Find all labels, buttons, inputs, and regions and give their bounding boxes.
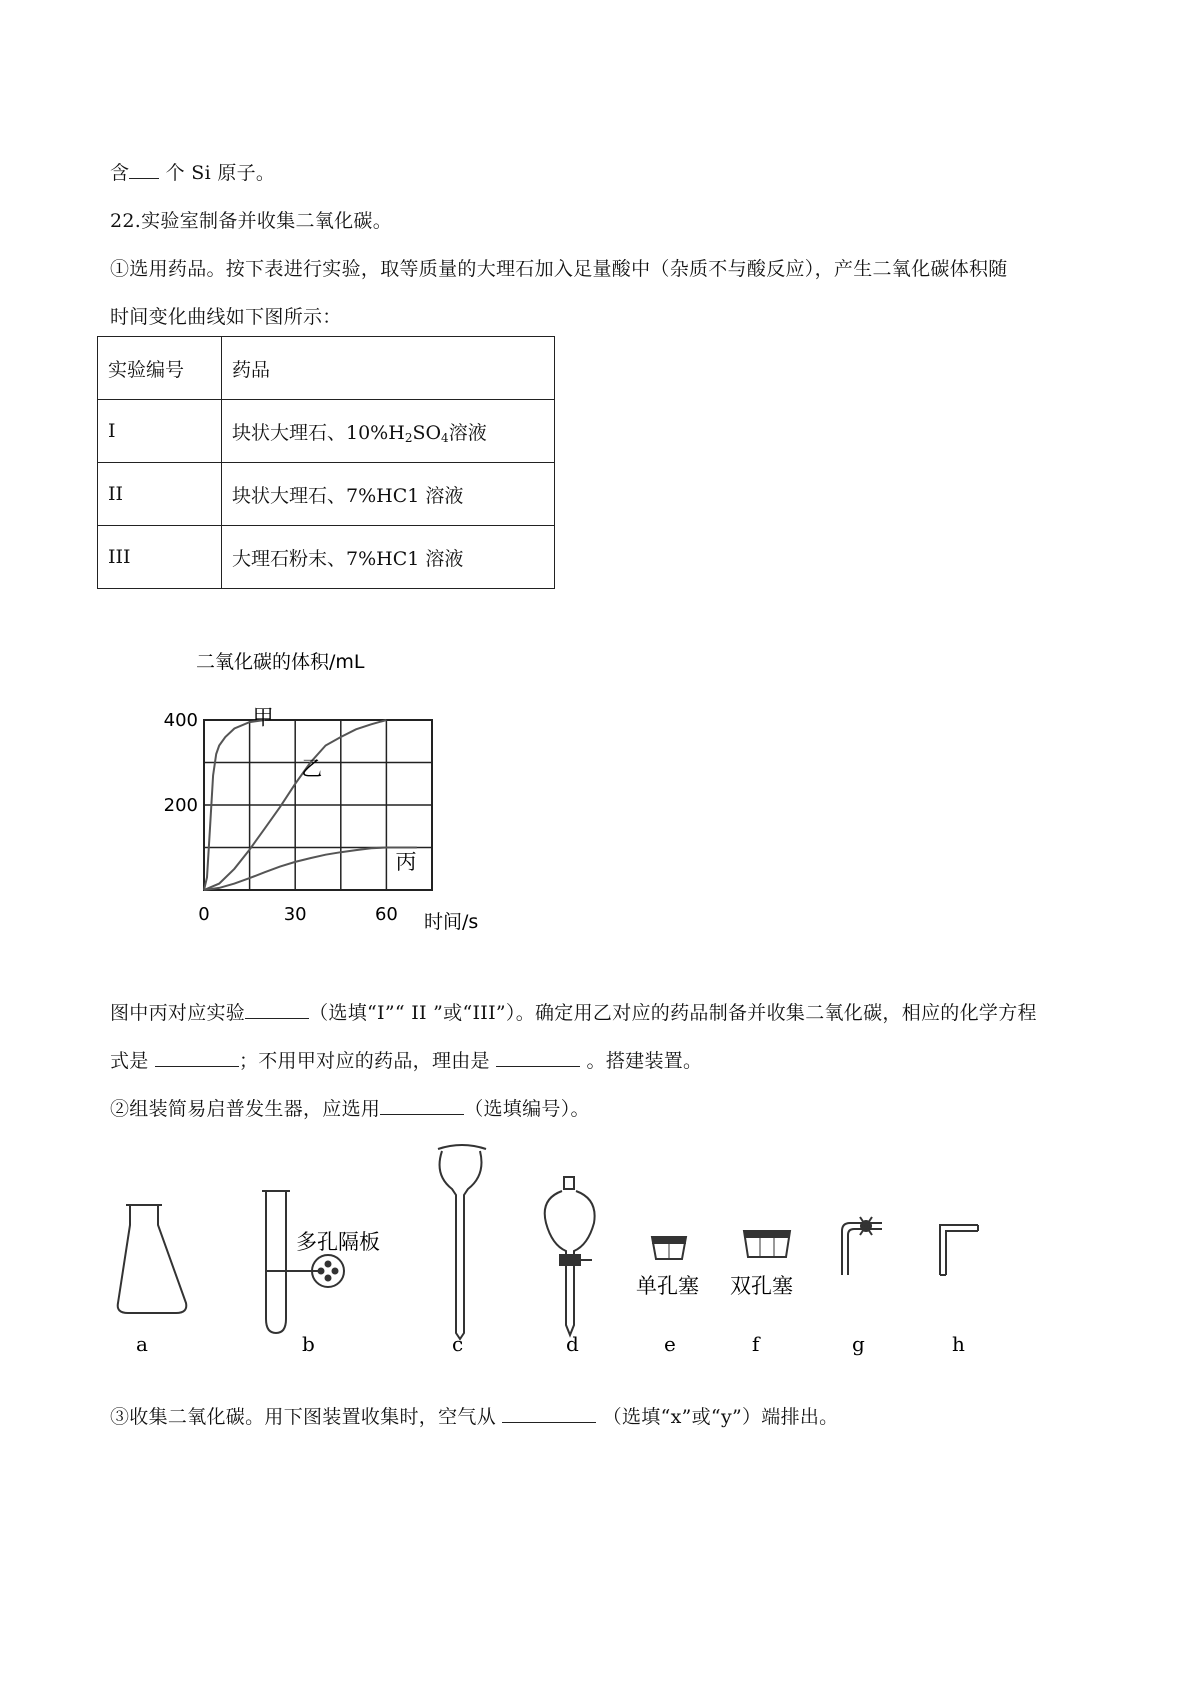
x-tick-label: 60 bbox=[374, 904, 398, 925]
answer-blank[interactable] bbox=[155, 1048, 239, 1067]
reagent-text: 溶液 bbox=[448, 421, 487, 444]
apparatus-label-g: g bbox=[852, 1332, 865, 1356]
chart-series bbox=[204, 705, 417, 890]
text-fragment: 。搭建装置。 bbox=[580, 1050, 703, 1072]
chart-ticks bbox=[164, 710, 398, 925]
series-label: 甲 bbox=[252, 705, 274, 730]
double-hole-stopper-icon bbox=[744, 1231, 790, 1257]
text-fragment: 含 bbox=[110, 162, 130, 184]
single-hole-stopper-label: 单孔塞 bbox=[636, 1274, 699, 1298]
experiment-table bbox=[97, 336, 555, 589]
table-row bbox=[98, 463, 555, 526]
text-fragment: ②组装简易启普发生器，应选用 bbox=[110, 1098, 381, 1120]
x-tick-label: 30 bbox=[283, 904, 307, 925]
bent-glass-tube-icon bbox=[940, 1225, 978, 1275]
answer-blank[interactable] bbox=[380, 1096, 464, 1115]
text-fragment: （选填“I”“ II ”或“III”）。确定用乙对应的药品制备并收集二氧化碳，相应的化学方程 bbox=[309, 1002, 1037, 1024]
co2-volume-chart bbox=[163, 640, 500, 940]
table-row bbox=[98, 400, 555, 463]
table-header-row bbox=[98, 337, 555, 400]
y-tick-label: 400 bbox=[163, 710, 198, 731]
single-hole-stopper-icon bbox=[652, 1237, 686, 1259]
experiment-id: II bbox=[98, 463, 222, 526]
conical-flask-icon bbox=[118, 1203, 191, 1313]
text-fragment: 个 Si 原子。 bbox=[159, 162, 276, 184]
reagent-cell: 大理石粉末、7%HC1 溶液 bbox=[222, 526, 555, 589]
separatory-funnel-icon bbox=[545, 1177, 595, 1335]
text-fragment: ③收集二氧化碳。用下图装置收集时，空气从 bbox=[110, 1406, 503, 1428]
subscript: 2 bbox=[404, 430, 413, 445]
step-1-intro-line-1: ①选用药品。按下表进行实验，取等质量的大理石加入足量酸中（杂质不与酸反应），产生二氧化碳体积随 bbox=[110, 258, 1008, 280]
chart-xlabel: 时间/s bbox=[424, 911, 479, 933]
question-22-title: 22.实验室制备并收集二氧化碳。 bbox=[110, 210, 393, 232]
apparatus-figure bbox=[0, 1135, 1200, 1375]
reagent-text: 块状大理石、10%H bbox=[232, 421, 405, 444]
text-fragment: ；不用甲对应的药品，理由是 bbox=[238, 1050, 497, 1072]
step-1-intro-line-2: 时间变化曲线如下图所示： bbox=[110, 306, 342, 328]
answer-blank[interactable] bbox=[502, 1404, 596, 1423]
table-header-cell: 实验编号 bbox=[98, 337, 222, 400]
reagent-cell bbox=[222, 400, 555, 463]
experiment-id: I bbox=[98, 400, 222, 463]
chart-question-line-2 bbox=[110, 1046, 702, 1073]
table-header-cell: 药品 bbox=[222, 337, 555, 400]
subscript: 4 bbox=[441, 430, 449, 445]
bent-tube-with-clamp-icon bbox=[842, 1217, 882, 1275]
reagent-text: SO bbox=[412, 421, 442, 444]
answer-blank[interactable] bbox=[496, 1048, 580, 1067]
text-fragment: （选填“x”或“y”）端排出。 bbox=[596, 1406, 839, 1428]
apparatus-label-b: b bbox=[302, 1332, 315, 1356]
answer-blank[interactable] bbox=[245, 1000, 309, 1019]
series-line bbox=[204, 848, 417, 891]
text-fragment: （选填编号）。 bbox=[464, 1098, 590, 1120]
experiment-id: III bbox=[98, 526, 222, 589]
chart-question-line-1 bbox=[110, 998, 1037, 1025]
double-hole-stopper-label: 双孔塞 bbox=[730, 1274, 793, 1298]
apparatus-label-f: f bbox=[752, 1332, 760, 1356]
series-label: 丙 bbox=[395, 849, 417, 874]
text-fragment: 图中丙对应实验 bbox=[110, 1002, 246, 1024]
apparatus-label-c: c bbox=[452, 1332, 464, 1356]
reagent-cell: 块状大理石、7%HC1 溶液 bbox=[222, 463, 555, 526]
text-fragment: 式是 bbox=[110, 1050, 155, 1072]
perforated-plate-label: 多孔隔板 bbox=[296, 1230, 380, 1254]
x-tick-label: 0 bbox=[198, 904, 210, 925]
table-row bbox=[98, 526, 555, 589]
series-label: 乙 bbox=[301, 756, 323, 781]
apparatus-label-e: e bbox=[664, 1332, 676, 1356]
apparatus-label-a: a bbox=[136, 1332, 148, 1356]
apparatus-label-d: d bbox=[566, 1332, 579, 1356]
answer-blank[interactable] bbox=[129, 160, 159, 179]
y-tick-label: 200 bbox=[163, 795, 198, 816]
step-3-line bbox=[110, 1402, 839, 1429]
continuation-line bbox=[110, 158, 275, 185]
apparatus-label-h: h bbox=[952, 1332, 965, 1356]
test-tube-with-perforated-plate-icon bbox=[262, 1191, 344, 1333]
long-neck-funnel-icon bbox=[438, 1145, 486, 1339]
step-2-line bbox=[110, 1094, 590, 1121]
chart-ylabel: 二氧化碳的体积/mL bbox=[196, 651, 365, 673]
